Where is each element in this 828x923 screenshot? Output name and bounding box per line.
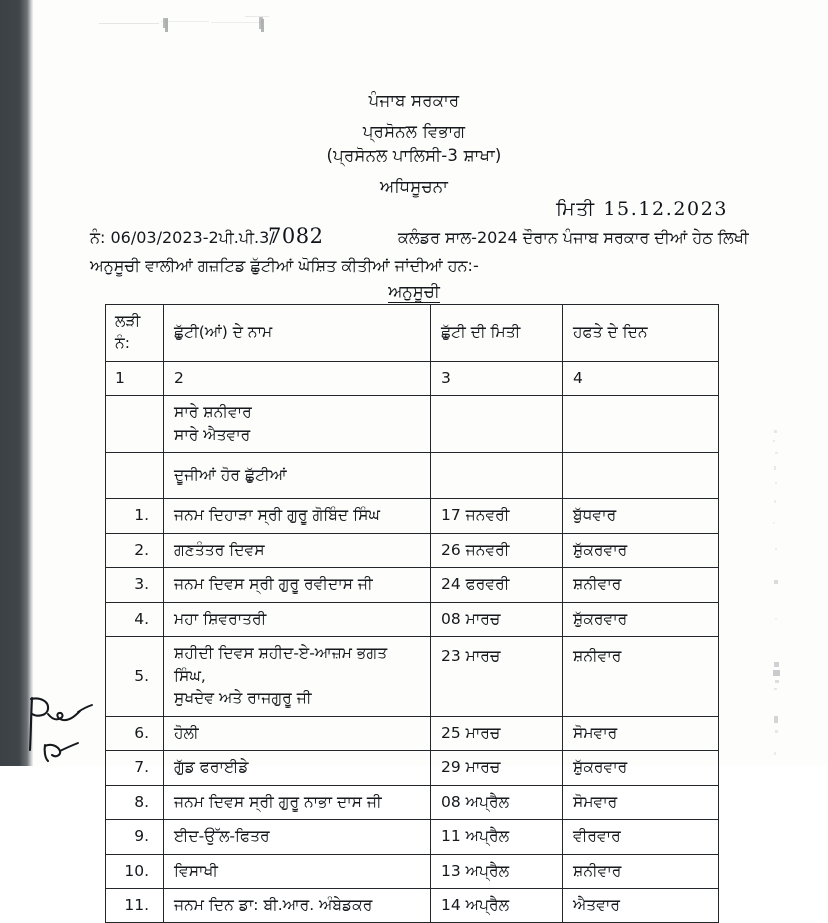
row-sr: 2. <box>106 533 164 567</box>
table-row <box>106 785 719 819</box>
table-row <box>106 533 719 567</box>
table-column-number-row <box>106 361 719 395</box>
table-header-row <box>106 305 719 362</box>
row-day: ਸੋਮਵਾਰ <box>563 716 719 750</box>
row-day: ਸ਼ਨੀਵਾਰ <box>563 637 719 716</box>
row-name-line1: ਸ਼ਹੀਦੀ ਦਿਵਸ ਸ਼ਹੀਦ-ਏ-ਆਜ਼ਮ ਭਗਤ ਸਿੰਘ, <box>174 644 388 685</box>
row-date: 08 ਮਾਰਚ <box>431 602 563 636</box>
row-day: ਐਤਵਾਰ <box>563 888 719 922</box>
table-row <box>106 602 719 636</box>
column-number-1: 1 <box>106 361 164 395</box>
notification-line: ਅਧਿਸੂਚਨਾ <box>379 177 449 196</box>
column-number-3: 3 <box>431 361 563 395</box>
column-number-4: 4 <box>563 361 719 395</box>
row-day <box>563 453 719 499</box>
row-name-line1: ਸਾਰੇ ਸ਼ਨੀਵਾਰ <box>174 403 252 422</box>
row-date: 24 ਫਰਵਰੀ <box>431 568 563 602</box>
row-day: ਸੋਮਵਾਰ <box>563 785 719 819</box>
row-day: ਸ਼ੁੱਕਰਵਾਰ <box>563 602 719 636</box>
row-name: ਗਣਤੰਤਰ ਦਿਵਸ <box>164 533 431 567</box>
row-sr: 11. <box>106 888 164 922</box>
handwritten-signature <box>18 692 110 766</box>
table-row <box>106 637 719 716</box>
row-name: ਜਨਮ ਦਿਵਸ ਸ੍ਰੀ ਗੁਰੂ ਰਵੀਦਾਸ ਜੀ <box>164 568 431 602</box>
issue-date: ਮਿਤੀ 15.12.2023 <box>556 198 729 220</box>
org-name-line: ਪੰਜਾਬ ਸਰਕਾਰ <box>368 91 460 110</box>
row-date: 23 ਮਾਰਚ <box>431 637 563 716</box>
row-date <box>431 453 563 499</box>
row-date: 13 ਅਪ੍ਰੈਲ <box>431 854 563 888</box>
row-date <box>431 396 563 453</box>
row-day: ਸ਼ੁੱਕਰਵਾਰ <box>563 533 719 567</box>
table-row <box>106 820 719 854</box>
table-row <box>106 453 719 499</box>
row-name: ਈਦ-ਉੱਲ-ਫਿਤਰ <box>164 820 431 854</box>
table-row <box>106 716 719 750</box>
table-row <box>106 499 719 533</box>
header-holiday-name: ਛੁੱਟੀ(ਆਂ) ਦੇ ਨਾਮ <box>164 305 431 362</box>
reference-number-handwritten: 7082 <box>268 224 324 248</box>
holiday-table <box>105 304 719 923</box>
row-sr <box>106 396 164 453</box>
intro-text-second-line: ਅਨੁਸੂਚੀ ਵਾਲੀਆਂ ਗਜ਼ਟਿਡ ਛੁੱਟੀਆਂ ਘੋਸ਼ਿਤ ਕੀਤੀਆਂ ਜਾਂਦੀਆਂ ਹਨ:- <box>90 256 479 275</box>
row-name: ਜਨਮ ਦਿਵਸ ਸ੍ਰੀ ਗੁਰੂ ਨਾਭਾ ਦਾਸ ਜੀ <box>164 785 431 819</box>
department-line: ਪ੍ਰਸੋਨਲ ਵਿਭਾਗ <box>362 122 466 141</box>
table-row <box>106 751 719 785</box>
row-day: ਸ਼ੁੱਕਰਵਾਰ <box>563 751 719 785</box>
row-date: 08 ਅਪ੍ਰੈਲ <box>431 785 563 819</box>
row-sr <box>106 453 164 499</box>
row-day: ਵੀਰਵਾਰ <box>563 820 719 854</box>
row-day <box>563 396 719 453</box>
row-sr: 10. <box>106 854 164 888</box>
schedule-heading-text: ਅਨੁਸੂਚੀ <box>388 282 440 301</box>
row-name <box>164 396 431 453</box>
row-sr: 3. <box>106 568 164 602</box>
column-number-2: 2 <box>164 361 431 395</box>
row-sr: 7. <box>106 751 164 785</box>
row-sr: 9. <box>106 820 164 854</box>
table-row <box>106 396 719 453</box>
header-week-day: ਹਫਤੇ ਦੇ ਦਿਨ <box>563 305 719 362</box>
row-name: ਦੂਜੀਆਂ ਹੋਰ ਛੁੱਟੀਆਂ <box>164 453 431 499</box>
row-day: ਸ਼ਨੀਵਾਰ <box>563 568 719 602</box>
row-sr: 5. <box>106 637 164 716</box>
table-row <box>106 854 719 888</box>
row-name: ਮਹਾ ਸ਼ਿਵਰਾਤਰੀ <box>164 602 431 636</box>
row-sr: 8. <box>106 785 164 819</box>
table-row <box>106 888 719 922</box>
branch-line: (ਪ੍ਰਸੋਨਲ ਪਾਲਿਸੀ-3 ਸ਼ਾਖਾ) <box>326 146 502 165</box>
row-name: ਜਨਮ ਦਿਨ ਡਾ: ਬੀ.ਆਰ. ਅੰਬੇਡਕਰ <box>164 888 431 922</box>
row-date: 17 ਜਨਵਰੀ <box>431 499 563 533</box>
intro-text-right: ਕਲੰਡਰ ਸਾਲ-2024 ਦੌਰਾਨ ਪੰਜਾਬ ਸਰਕਾਰ ਦੀਆਂ ਹੇਠ ਲਿਖੀ <box>398 228 749 247</box>
row-date: 29 ਮਾਰਚ <box>431 751 563 785</box>
reference-number-printed: ਨੰ: 06/03/2023-2ਪੀ.ਪੀ.3/ <box>90 228 275 247</box>
header-holiday-date: ਛੁੱਟੀ ਦੀ ਮਿਤੀ <box>431 305 563 362</box>
table-row <box>106 568 719 602</box>
schedule-heading <box>0 282 828 302</box>
row-date: 11 ਅਪ੍ਰੈਲ <box>431 820 563 854</box>
header-sr-no: ਲੜੀ ਨੰ: <box>106 305 164 362</box>
row-date: 25 ਮਾਰਚ <box>431 716 563 750</box>
row-name: ਜਨਮ ਦਿਹਾੜਾ ਸ੍ਰੀ ਗੁਰੂ ਗੋਬਿੰਦ ਸਿੰਘ <box>164 499 431 533</box>
row-day: ਸ਼ਨੀਵਾਰ <box>563 854 719 888</box>
row-sr: 6. <box>106 716 164 750</box>
row-sr: 1. <box>106 499 164 533</box>
row-name <box>164 637 431 716</box>
row-name: ਵਿਸਾਖੀ <box>164 854 431 888</box>
row-name-line2: ਸਾਰੇ ਐਤਵਾਰ <box>174 425 251 444</box>
row-name: ਗੁੱਡ ਫਰਾਈਡੇ <box>164 751 431 785</box>
row-day: ਬੁੱਧਵਾਰ <box>563 499 719 533</box>
row-sr: 4. <box>106 602 164 636</box>
row-name: ਹੋਲੀ <box>164 716 431 750</box>
row-name-line2: ਸੁਖਦੇਵ ਅਤੇ ਰਾਜਗੁਰੂ ਜੀ <box>174 689 312 708</box>
row-date: 26 ਜਨਵਰੀ <box>431 533 563 567</box>
row-date: 14 ਅਪ੍ਰੈਲ <box>431 888 563 922</box>
